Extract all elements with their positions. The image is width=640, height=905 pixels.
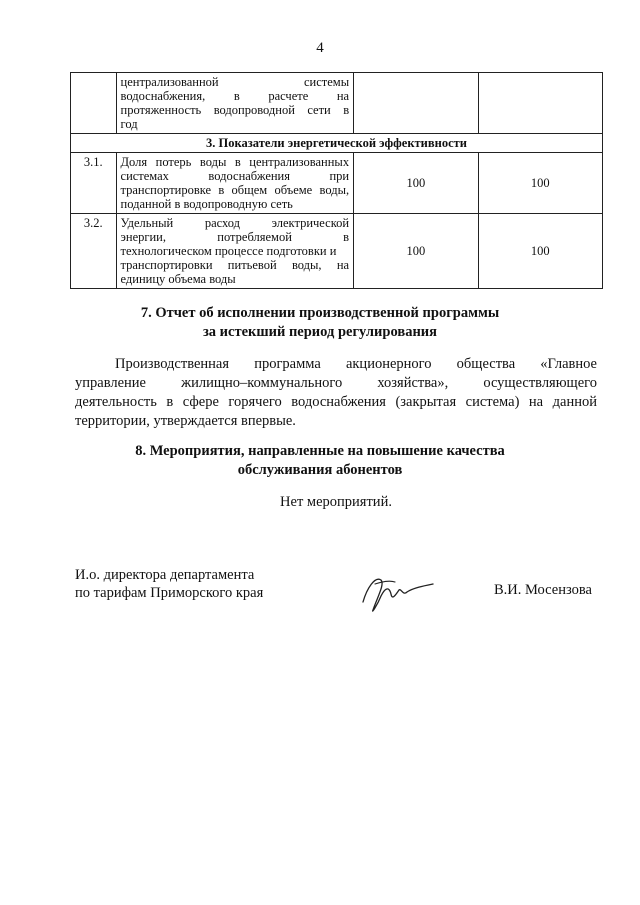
section-title-cell: 3. Показатели энергетической эффективности [71, 134, 603, 153]
value-cell: 100 [354, 214, 478, 289]
description-line: протяженность водопроводной сети в [120, 103, 350, 117]
signatory-name: В.И. Мосензова [494, 582, 592, 598]
table-row [71, 214, 603, 289]
handwritten-signature [355, 566, 435, 616]
no-events-text: Нет мероприятий. [280, 494, 392, 510]
row-number-cell: 3.1. [71, 153, 117, 214]
paragraph-line: деятельность в сфере горячего водоснабжения (закрытая система) на данной [75, 394, 597, 410]
heading-line: обслуживания абонентов [237, 462, 403, 478]
signatory-title-line: по тарифам Приморского края [75, 585, 264, 601]
row-number-cell: 3.2. [71, 214, 117, 289]
signatory-title [75, 566, 263, 602]
paragraph-line: управление жилищно–коммунального хозяйства», осуществляющего [75, 375, 597, 391]
value-cell [478, 73, 602, 134]
heading-line: за истекший период регулирования [202, 324, 438, 340]
table-row [71, 153, 603, 214]
description-line: технологическом процессе подготовки и [120, 244, 337, 258]
description-line: поданной в водопроводную сеть [120, 197, 293, 211]
row-description-cell [116, 153, 354, 214]
description-line: транспортировки питьевой воды, на [120, 258, 350, 272]
description-line: системах водоснабжения при [120, 169, 350, 183]
row-description-cell [116, 73, 354, 134]
paragraph-line: территории, утверждается впервые. [75, 413, 296, 429]
page-number: 4 [316, 40, 324, 56]
description-line: энергии, потребляемой в [120, 230, 350, 244]
row-number-cell [71, 73, 117, 134]
value-cell: 100 [478, 153, 602, 214]
heading-line: 7. Отчет об исполнении производственной программы [140, 305, 500, 321]
heading-line: 8. Мероприятия, направленные на повышение качества [135, 443, 505, 459]
description-line: единицу объема воды [120, 272, 236, 286]
value-cell [354, 73, 478, 134]
signatory-title-line: И.о. директора департамента [75, 567, 255, 583]
description-line: год [120, 117, 138, 131]
table-row [71, 73, 603, 134]
description-line: централизованной системы [120, 75, 350, 89]
description-line: Доля потерь воды в централизованных [120, 155, 350, 169]
paragraph-line: Производственная программа акционерного общества «Главное [115, 356, 597, 372]
description-line: водоснабжения, в расчете на [120, 89, 350, 103]
section7-paragraph [75, 355, 597, 431]
table-section-row [71, 134, 603, 153]
value-cell: 100 [354, 153, 478, 214]
description-line: транспортировке в общем объеме воды, [120, 183, 350, 197]
value-cell: 100 [478, 214, 602, 289]
description-line: Удельный расход электрической [120, 216, 350, 230]
section7-heading [0, 304, 640, 342]
row-description-cell [116, 214, 354, 289]
section8-heading [0, 442, 640, 480]
indicators-table [70, 72, 603, 289]
